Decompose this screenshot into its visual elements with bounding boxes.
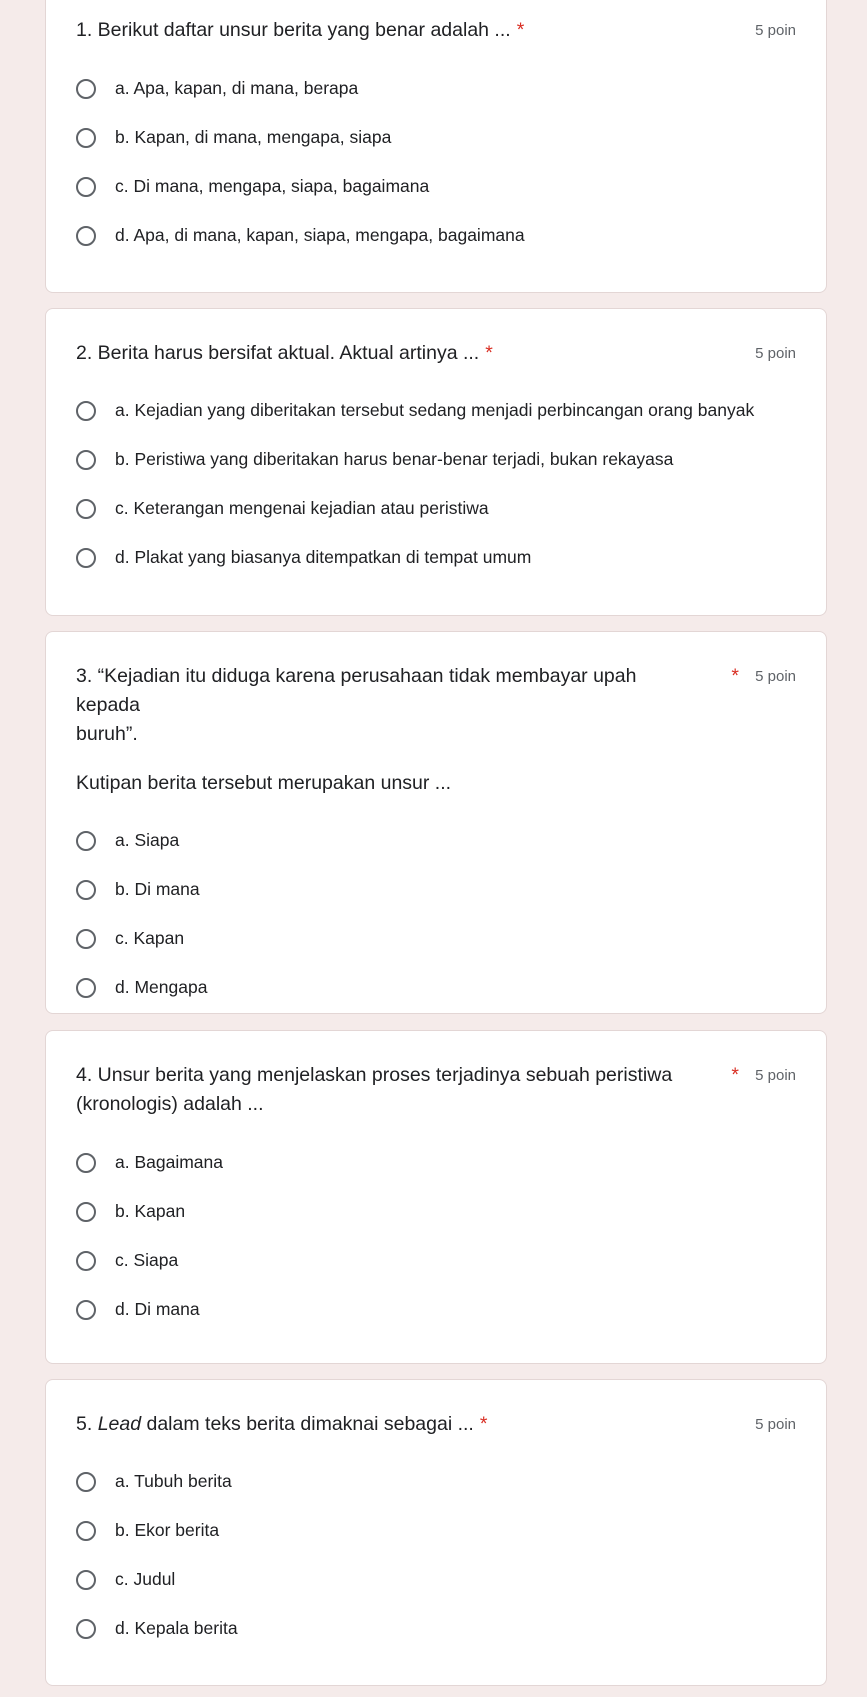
question-card-1 [45,0,827,293]
radio-button[interactable] [76,548,96,568]
question-subtitle: Kutipan berita tersebut merupakan unsur ... [76,772,452,794]
question-header [46,662,826,749]
radio-button[interactable] [76,499,96,519]
option-label: b. Di mana [115,879,200,899]
question-title [76,662,796,749]
options-list [46,64,826,260]
options-list [46,1457,826,1653]
question-title: 2. Berita harus bersifat aktual. Aktual artinya ... * [76,342,493,364]
option-2d[interactable] [76,533,796,582]
points-label: 5 poin [755,22,796,39]
option-label: b. Kapan, di mana, mengapa, siapa [115,127,392,147]
radio-button[interactable] [76,1153,96,1173]
radio-button[interactable] [76,1472,96,1492]
points-label: 5 poin [755,345,796,362]
option-label: c. Siapa [115,1250,179,1270]
option-label: d. Di mana [115,1299,200,1319]
required-asterisk: * [479,1413,488,1435]
option-label: d. Plakat yang biasanya ditempatkan di tempat umum [115,547,532,567]
option-label: a. Tubuh berita [115,1471,232,1491]
option-label: c. Keterangan mengenai kejadian atau peristiwa [115,498,489,518]
radio-button[interactable] [76,1202,96,1222]
question-title: 1. Berikut daftar unsur berita yang benar adalah ... * [76,19,525,41]
option-label: d. Kepala berita [115,1618,238,1638]
option-2c[interactable] [76,484,796,533]
option-5d[interactable] [76,1604,796,1653]
radio-button[interactable] [76,1619,96,1639]
option-label: d. Mengapa [115,977,208,997]
italic-term: Lead [97,1413,142,1435]
option-4a[interactable] [76,1138,796,1187]
question-title-line: buruh”. [76,723,138,745]
option-5a[interactable] [76,1457,796,1506]
option-label: a. Apa, kapan, di mana, berapa [115,78,359,98]
option-2a[interactable] [76,386,796,435]
radio-button[interactable] [76,880,96,900]
option-label: d. Apa, di mana, kapan, siapa, mengapa, bagaimana [115,225,525,245]
option-label: a. Bagaimana [115,1152,223,1172]
option-1a[interactable] [76,64,796,113]
radio-button[interactable] [76,401,96,421]
radio-button[interactable] [76,79,96,99]
option-4d[interactable] [76,1285,796,1334]
points-label: 5 poin [755,1416,796,1433]
option-4b[interactable] [76,1187,796,1236]
option-label: b. Ekor berita [115,1520,220,1540]
option-2b[interactable] [76,435,796,484]
radio-button[interactable] [76,1300,96,1320]
options-list [46,386,826,582]
option-5b[interactable] [76,1506,796,1555]
option-1c[interactable] [76,162,796,211]
radio-button[interactable] [76,1521,96,1541]
question-title-line: 4. Unsur berita yang menjelaskan proses terjadinya sebuah peristiwa [76,1064,673,1086]
option-3d[interactable] [76,963,796,1012]
question-title [76,1061,796,1119]
required-asterisk: * [516,19,525,41]
option-3a[interactable] [76,816,796,865]
option-4c[interactable] [76,1236,796,1285]
required-asterisk: * [731,665,739,687]
points-label: 5 poin [755,668,796,685]
question-header [46,339,826,368]
option-label: c. Judul [115,1569,176,1589]
option-label: c. Kapan [115,928,185,948]
question-title-line: (kronologis) adalah ... [76,1093,264,1115]
option-label: a. Kejadian yang diberitakan tersebut sedang menjadi perbincangan orang banyak [115,400,755,420]
option-label: b. Peristiwa yang diberitakan harus benar-benar terjadi, bukan rekayasa [115,449,674,469]
option-3c[interactable] [76,914,796,963]
option-1b[interactable] [76,113,796,162]
options-list [46,1138,826,1334]
question-header [46,16,826,45]
option-1d[interactable] [76,211,796,260]
option-label: c. Di mana, mengapa, siapa, bagaimana [115,176,430,196]
question-card-3 [45,631,827,1014]
radio-button[interactable] [76,1570,96,1590]
radio-button[interactable] [76,1251,96,1271]
option-5c[interactable] [76,1555,796,1604]
radio-button[interactable] [76,128,96,148]
option-label: b. Kapan [115,1201,186,1221]
radio-button[interactable] [76,450,96,470]
question-title-line: 3. “Kejadian itu diduga karena perusahaan tidak membayar upah kepada [76,665,637,716]
required-asterisk: * [485,342,493,364]
points-label: 5 poin [755,1067,796,1084]
option-label: a. Siapa [115,830,180,850]
question-header [46,1410,826,1439]
required-asterisk: * [731,1064,739,1086]
radio-button[interactable] [76,929,96,949]
radio-button[interactable] [76,978,96,998]
radio-button[interactable] [76,177,96,197]
options-list [46,816,826,1012]
question-header [46,1061,826,1119]
radio-button[interactable] [76,226,96,246]
question-title: 5. Lead dalam teks berita dimaknai sebagai ... * [76,1413,488,1435]
question-card-4 [45,1030,827,1364]
radio-button[interactable] [76,831,96,851]
question-card-2 [45,308,827,616]
question-card-5 [45,1379,827,1686]
option-3b[interactable] [76,865,796,914]
